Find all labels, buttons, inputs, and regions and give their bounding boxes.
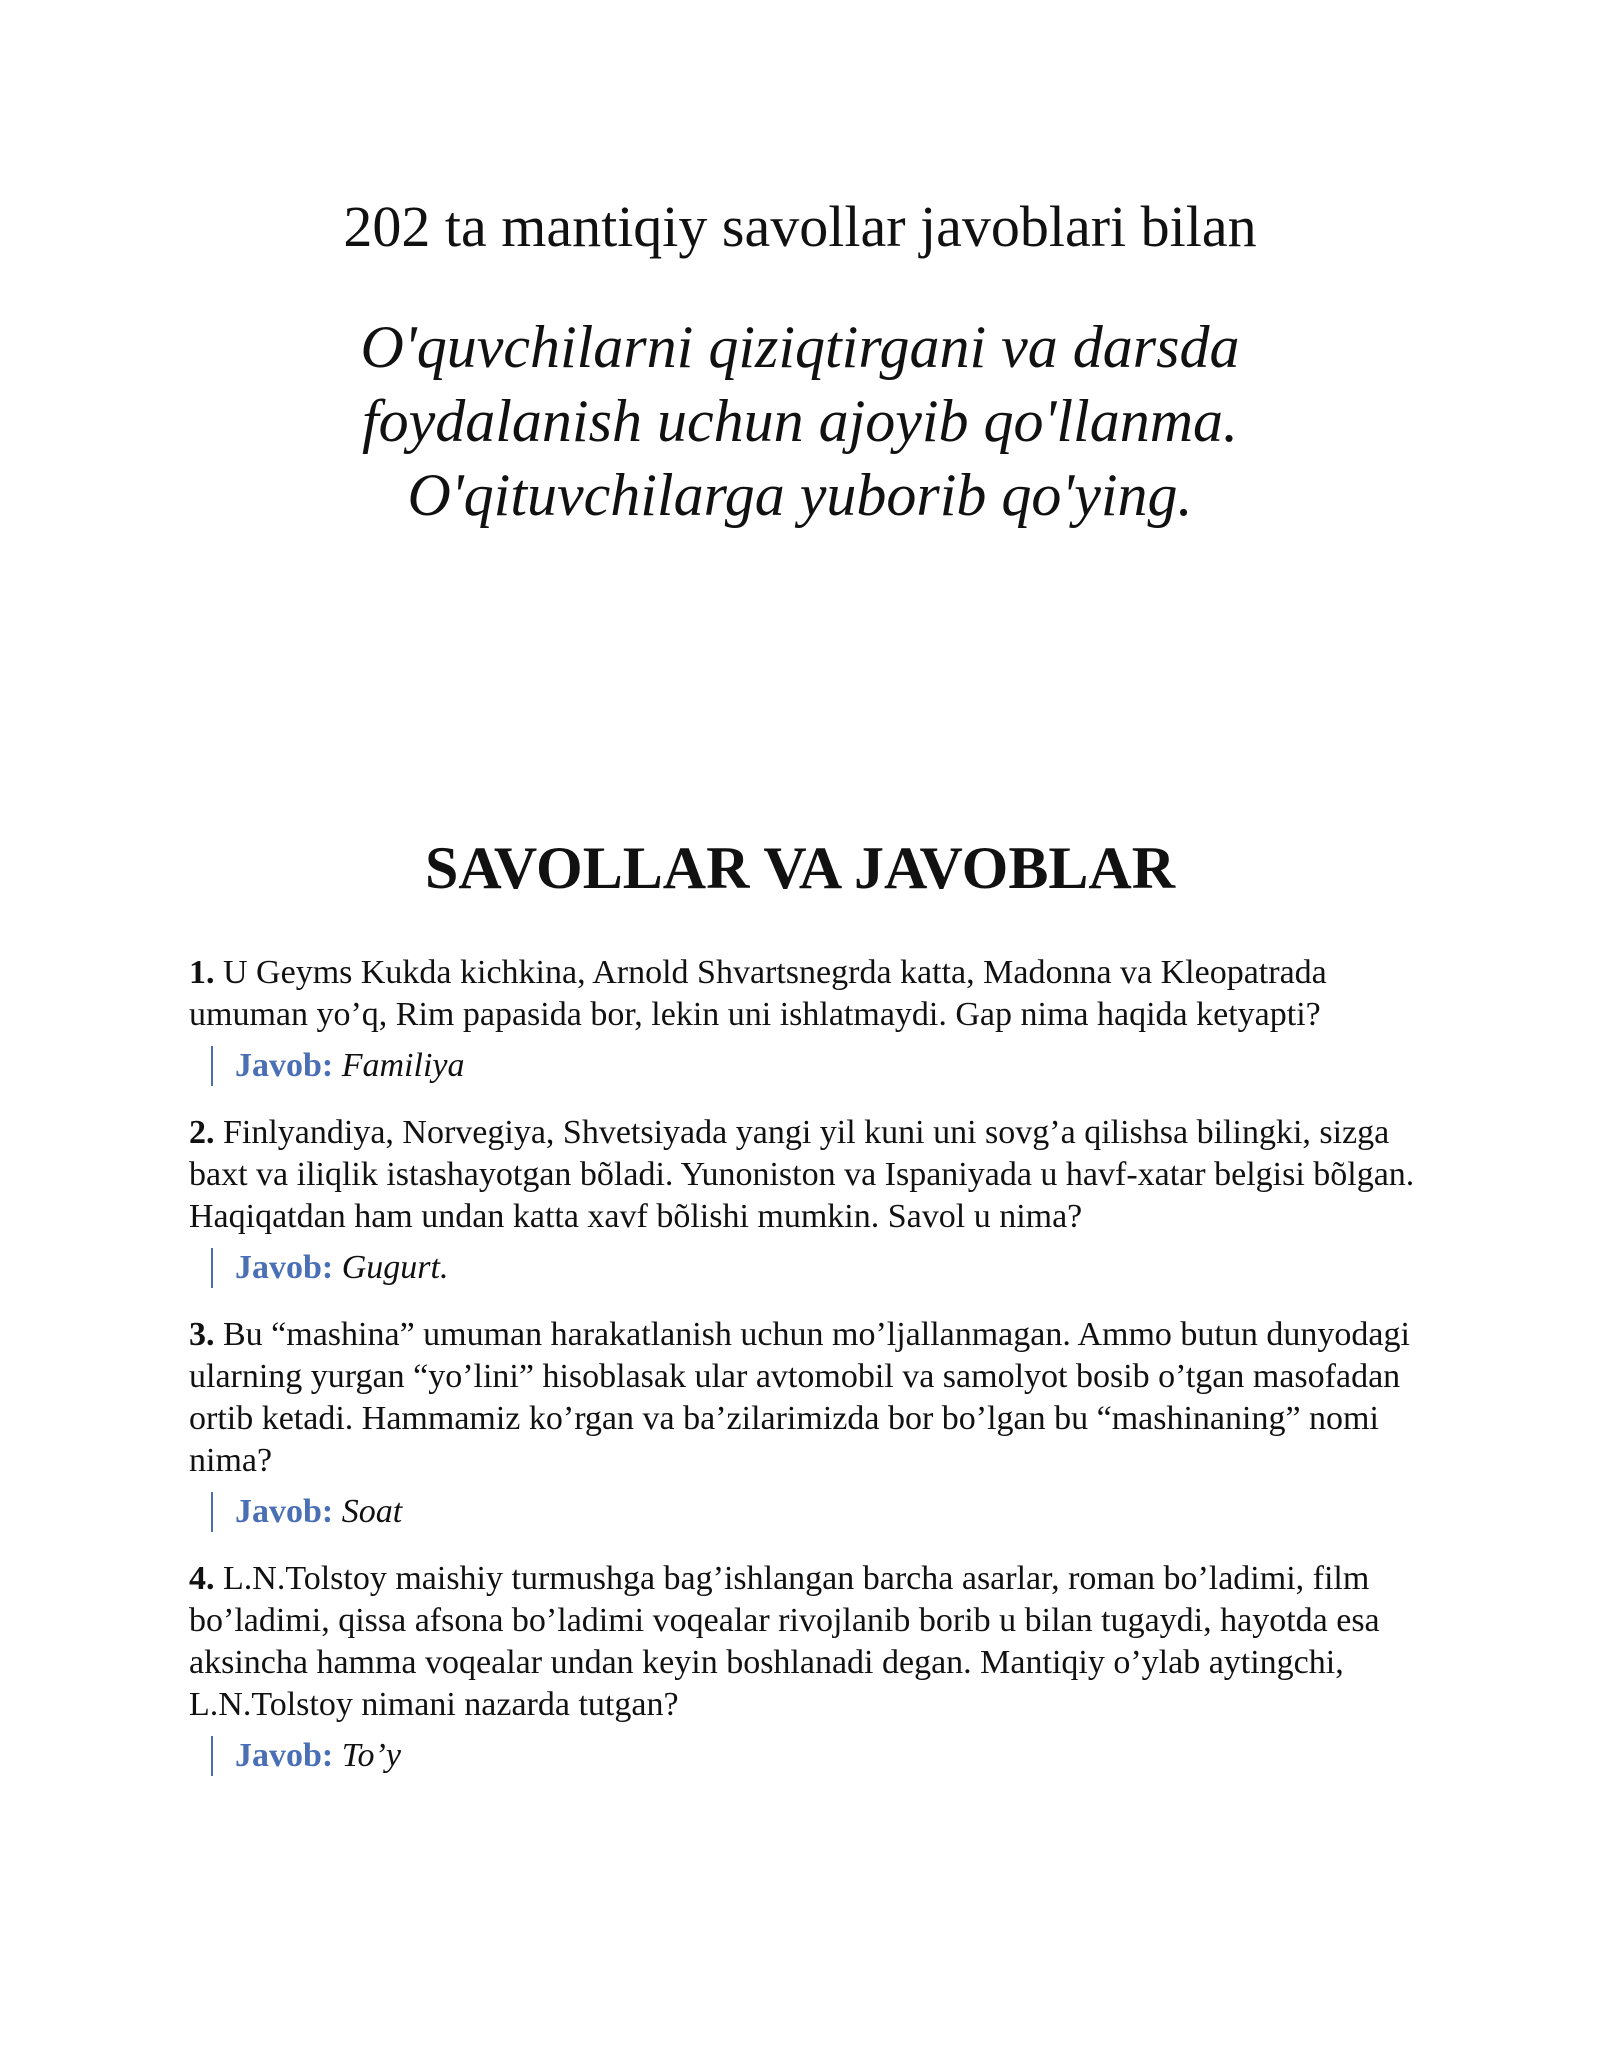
question [189,952,1419,1036]
subtitle-line: foydalanish uchun ajoyib qo'llanma. [361,388,1239,454]
question [189,1112,1419,1238]
document-subtitle [0,310,1600,532]
question-number: 3. [189,1316,215,1353]
answer-label: Javob: [235,1249,334,1286]
answer-block [211,1046,1419,1086]
qa-list [189,952,1419,1802]
question-text: L.N.Tolstoy maishiy turmushga bag’ishlangan barcha asarlar, roman bo’ladimi, film bo’ladimi, qissa afsona bo’ladimi voqealar rivojlanib borib u bilan tugaydi, hayotda esa aksincha hamma voqealar undan keyin boshlanadi degan. Mantiqiy o’ylab aytingchi, L.N.Tolstoy nimani nazarda tutgan? [189,1560,1380,1723]
answer-label: Javob: [235,1493,334,1530]
answer-label: Javob: [235,1737,334,1774]
section-heading: SAVOLLAR VA JAVOBLAR [424,835,1176,901]
question-number: 2. [189,1114,215,1151]
question [189,1558,1419,1726]
question [189,1314,1419,1482]
question-number: 1. [189,954,215,991]
qa-item [189,952,1419,1086]
question-text: U Geyms Kukda kichkina, Arnold Shvartsnegrda katta, Madonna va Kleopatrada umuman yo’q, Rim papasida bor, lekin uni ishlatmaydi. Gap nima haqida ketyapti? [189,954,1327,1033]
answer-block [211,1248,1419,1288]
qa-item [189,1314,1419,1532]
answer-text: Familiya [341,1047,465,1084]
subtitle-line: O'qituvchilarga yuborib qo'ying. [407,462,1193,528]
qa-item [189,1112,1419,1288]
answer-block [211,1736,1419,1776]
question-text: Bu “mashina” umuman harakatlanish uchun mo’ljallanmagan. Ammo butun dunyodagi ularning yurgan “yo’lini” hisoblasak ular avtomobil va samolyot bosib o’tgan masofadan ortib ketadi. Hammamiz ko’rgan va ba’zilarimizda bor bo’lgan bu “mashinaning” nomi nima? [189,1316,1410,1479]
answer-block [211,1492,1419,1532]
answer-label: Javob: [235,1047,334,1084]
answer-text: Gugurt. [341,1249,449,1286]
document-title: 202 ta mantiqiy savollar javoblari bilan [343,194,1257,259]
answer-text: Soat [341,1493,403,1530]
answer-text: To’y [341,1737,401,1774]
question-text: Finlyandiya, Norvegiya, Shvetsiyada yangi yil kuni uni sovg’a qilishsa bilingki, sizga baxt va iliqlik istashayotgan bõladi. Yunoniston va Ispaniyada u havf-xatar belgisi bõlgan. Haqiqatdan ham undan katta xavf bõlishi mumkin. Savol u nima? [189,1114,1415,1235]
qa-item [189,1558,1419,1776]
question-number: 4. [189,1560,215,1597]
subtitle-line: O'quvchilarni qiziqtirgani va darsda [360,314,1240,380]
